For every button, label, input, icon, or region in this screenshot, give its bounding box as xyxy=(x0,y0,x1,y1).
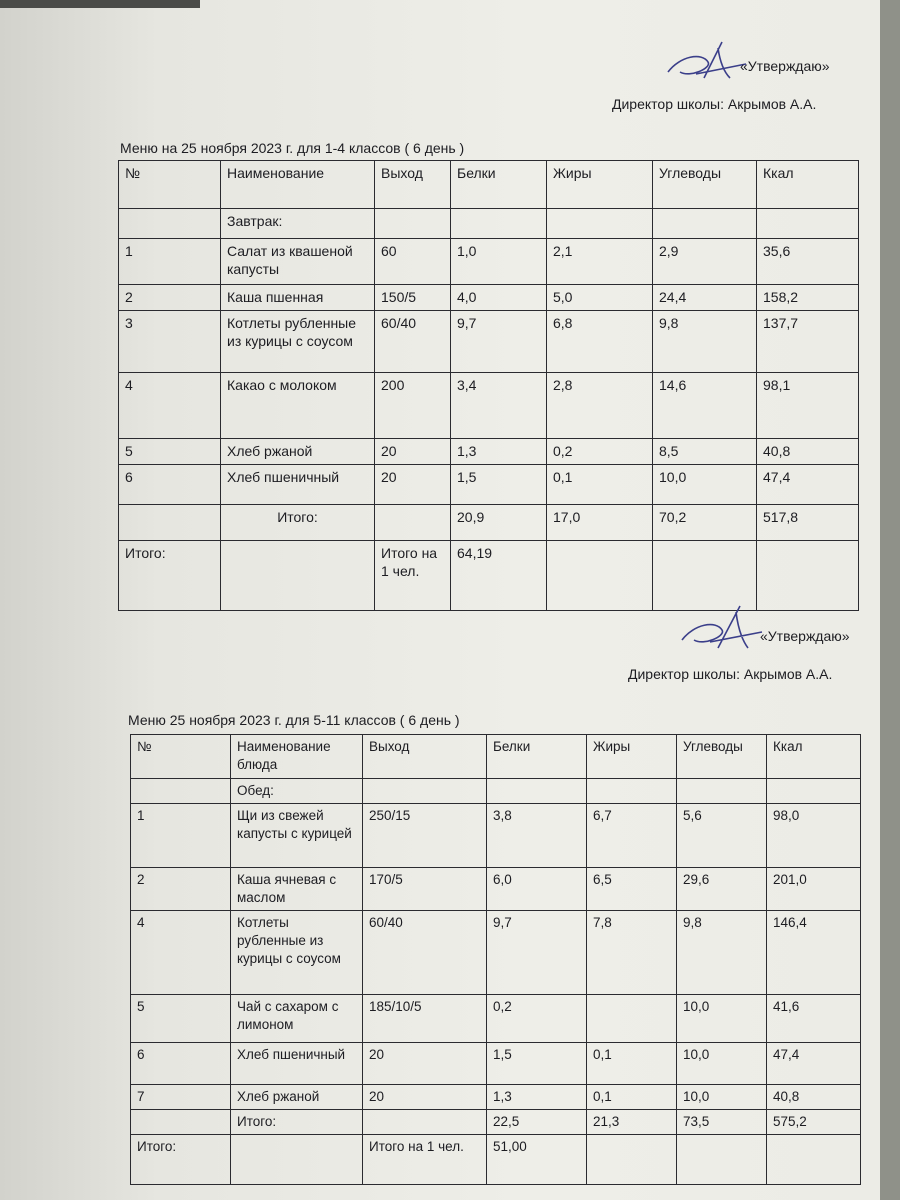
header-cell: № xyxy=(119,161,221,209)
section-row xyxy=(119,209,859,239)
cell-carbs: 9,8 xyxy=(677,911,767,995)
table-row xyxy=(131,995,861,1043)
subtotal-row xyxy=(131,1110,861,1135)
cell-dish: Каша ячневая с маслом xyxy=(231,868,363,911)
cell-yield: 200 xyxy=(375,373,451,439)
cell-dish: Салат из квашеной капусты xyxy=(221,239,375,285)
cell-carbs: 10,0 xyxy=(677,995,767,1043)
cell-protein: 1,5 xyxy=(451,465,547,505)
menu-title: Меню на 25 ноября 2023 г. для 1-4 классов ( 6 день ) xyxy=(120,140,465,156)
cell-carbs: 10,0 xyxy=(653,465,757,505)
cell-kcal: 40,8 xyxy=(757,439,859,465)
table-row xyxy=(119,465,859,505)
table-row xyxy=(119,311,859,373)
cell-fat: 6,8 xyxy=(547,311,653,373)
cell-protein: 1,0 xyxy=(451,239,547,285)
cell-dish: Хлеб ржаной xyxy=(221,439,375,465)
approve-label: «Утверждаю» xyxy=(760,628,850,644)
header-cell: Углеводы xyxy=(677,735,767,779)
cell-yield: 20 xyxy=(363,1043,487,1085)
subtotal-carbs: 70,2 xyxy=(653,505,757,541)
subtotal-kcal: 575,2 xyxy=(767,1110,861,1135)
cell-protein: 9,7 xyxy=(451,311,547,373)
approve-label: «Утверждаю» xyxy=(740,58,830,74)
cell-number: 5 xyxy=(131,995,231,1043)
total-label: Итого: xyxy=(119,541,221,611)
cell-kcal: 146,4 xyxy=(767,911,861,995)
table-row xyxy=(131,1085,861,1110)
table-row xyxy=(119,239,859,285)
cell-number: 2 xyxy=(131,868,231,911)
subtotal-kcal: 517,8 xyxy=(757,505,859,541)
cell-kcal: 41,6 xyxy=(767,995,861,1043)
header-cell: Выход xyxy=(375,161,451,209)
cell-kcal: 98,1 xyxy=(757,373,859,439)
total-label: Итого: xyxy=(131,1135,231,1185)
cell-yield: 170/5 xyxy=(363,868,487,911)
subtotal-label: Итого: xyxy=(221,505,375,541)
cell-carbs: 2,9 xyxy=(653,239,757,285)
cell-number: 3 xyxy=(119,311,221,373)
table-header xyxy=(131,735,861,779)
menu-table-5-11 xyxy=(130,734,861,1185)
cell-protein: 3,8 xyxy=(487,804,587,868)
cell-dish: Котлеты рубленные из курицы с соусом xyxy=(221,311,375,373)
signature xyxy=(660,38,750,88)
table-row xyxy=(131,1043,861,1085)
subtotal-carbs: 73,5 xyxy=(677,1110,767,1135)
table-row xyxy=(119,285,859,311)
cell-fat: 0,1 xyxy=(587,1043,677,1085)
cell-kcal: 158,2 xyxy=(757,285,859,311)
menu-table-1-4 xyxy=(118,160,859,611)
cell-carbs: 8,5 xyxy=(653,439,757,465)
per-person-label: Итого на 1 чел. xyxy=(375,541,451,611)
header-cell: Выход xyxy=(363,735,487,779)
cell-kcal: 35,6 xyxy=(757,239,859,285)
cell-dish: Каша пшенная xyxy=(221,285,375,311)
cell-number: 6 xyxy=(119,465,221,505)
cell-protein: 9,7 xyxy=(487,911,587,995)
table-header xyxy=(119,161,859,209)
cell-kcal: 47,4 xyxy=(757,465,859,505)
section-label: Завтрак: xyxy=(221,209,375,239)
header-cell: Белки xyxy=(487,735,587,779)
header-cell: Белки xyxy=(451,161,547,209)
cell-dish: Хлеб ржаной xyxy=(231,1085,363,1110)
cell-carbs: 29,6 xyxy=(677,868,767,911)
per-person-value: 64,19 xyxy=(451,541,547,611)
total-row xyxy=(131,1135,861,1185)
cell-number: 2 xyxy=(119,285,221,311)
menu-title: Меню 25 ноября 2023 г. для 5-11 классов ( 6 день ) xyxy=(128,712,460,728)
section-row xyxy=(131,779,861,804)
cell-dish: Хлеб пшеничный xyxy=(221,465,375,505)
cell-yield: 60 xyxy=(375,239,451,285)
cell-protein: 4,0 xyxy=(451,285,547,311)
table-row xyxy=(131,868,861,911)
cell-protein: 3,4 xyxy=(451,373,547,439)
cell-protein: 6,0 xyxy=(487,868,587,911)
cell-carbs: 14,6 xyxy=(653,373,757,439)
header-cell: Углеводы xyxy=(653,161,757,209)
cell-fat: 2,1 xyxy=(547,239,653,285)
cell-fat: 7,8 xyxy=(587,911,677,995)
section-label: Обед: xyxy=(231,779,363,804)
cell-fat: 5,0 xyxy=(547,285,653,311)
cell-number: 4 xyxy=(131,911,231,995)
director-line: Директор школы: Акрымов А.А. xyxy=(612,96,817,112)
cell-fat: 6,5 xyxy=(587,868,677,911)
cell-protein: 1,3 xyxy=(487,1085,587,1110)
cell-yield: 20 xyxy=(375,439,451,465)
cell-number: 6 xyxy=(131,1043,231,1085)
cell-yield: 250/15 xyxy=(363,804,487,868)
cell-fat: 0,2 xyxy=(547,439,653,465)
cell-kcal: 137,7 xyxy=(757,311,859,373)
header-cell: Ккал xyxy=(757,161,859,209)
cell-fat: 6,7 xyxy=(587,804,677,868)
cell-fat: 2,8 xyxy=(547,373,653,439)
per-person-label: Итого на 1 чел. xyxy=(363,1135,487,1185)
cell-yield: 185/10/5 xyxy=(363,995,487,1043)
header-cell: № xyxy=(131,735,231,779)
subtotal-label: Итого: xyxy=(231,1110,363,1135)
director-line: Директор школы: Акрымов А.А. xyxy=(628,666,833,682)
cell-carbs: 5,6 xyxy=(677,804,767,868)
header-cell: Наименование xyxy=(221,161,375,209)
cell-fat: 0,1 xyxy=(587,1085,677,1110)
cell-kcal: 47,4 xyxy=(767,1043,861,1085)
per-person-value: 51,00 xyxy=(487,1135,587,1185)
cell-dish: Котлеты рубленные из курицы с соусом xyxy=(231,911,363,995)
subtotal-row xyxy=(119,505,859,541)
cell-kcal: 98,0 xyxy=(767,804,861,868)
cell-yield: 20 xyxy=(363,1085,487,1110)
cell-number: 1 xyxy=(119,239,221,285)
cell-protein: 0,2 xyxy=(487,995,587,1043)
signature xyxy=(676,600,766,660)
subtotal-protein: 22,5 xyxy=(487,1110,587,1135)
subtotal-protein: 20,9 xyxy=(451,505,547,541)
table-row xyxy=(119,373,859,439)
cell-kcal: 201,0 xyxy=(767,868,861,911)
cell-dish: Какао с молоком xyxy=(221,373,375,439)
cell-fat: 0,1 xyxy=(547,465,653,505)
cell-fat xyxy=(587,995,677,1043)
subtotal-fat: 21,3 xyxy=(587,1110,677,1135)
cell-dish: Щи из свежей капусты с курицей xyxy=(231,804,363,868)
subtotal-fat: 17,0 xyxy=(547,505,653,541)
cell-carbs: 9,8 xyxy=(653,311,757,373)
cell-carbs: 10,0 xyxy=(677,1043,767,1085)
table-row xyxy=(131,804,861,868)
table-row xyxy=(119,439,859,465)
scan-edge xyxy=(0,0,200,8)
cell-dish: Чай с сахаром с лимоном xyxy=(231,995,363,1043)
header-cell: Жиры xyxy=(587,735,677,779)
cell-yield: 150/5 xyxy=(375,285,451,311)
cell-protein: 1,3 xyxy=(451,439,547,465)
cell-carbs: 10,0 xyxy=(677,1085,767,1110)
cell-dish: Хлеб пшеничный xyxy=(231,1043,363,1085)
cell-number: 4 xyxy=(119,373,221,439)
header-cell: Ккал xyxy=(767,735,861,779)
table-row xyxy=(131,911,861,995)
cell-yield: 60/40 xyxy=(375,311,451,373)
cell-number: 7 xyxy=(131,1085,231,1110)
cell-yield: 20 xyxy=(375,465,451,505)
cell-protein: 1,5 xyxy=(487,1043,587,1085)
header-cell: Жиры xyxy=(547,161,653,209)
cell-yield: 60/40 xyxy=(363,911,487,995)
cell-kcal: 40,8 xyxy=(767,1085,861,1110)
cell-number: 1 xyxy=(131,804,231,868)
header-cell: Наименование блюда xyxy=(231,735,363,779)
cell-carbs: 24,4 xyxy=(653,285,757,311)
cell-number: 5 xyxy=(119,439,221,465)
